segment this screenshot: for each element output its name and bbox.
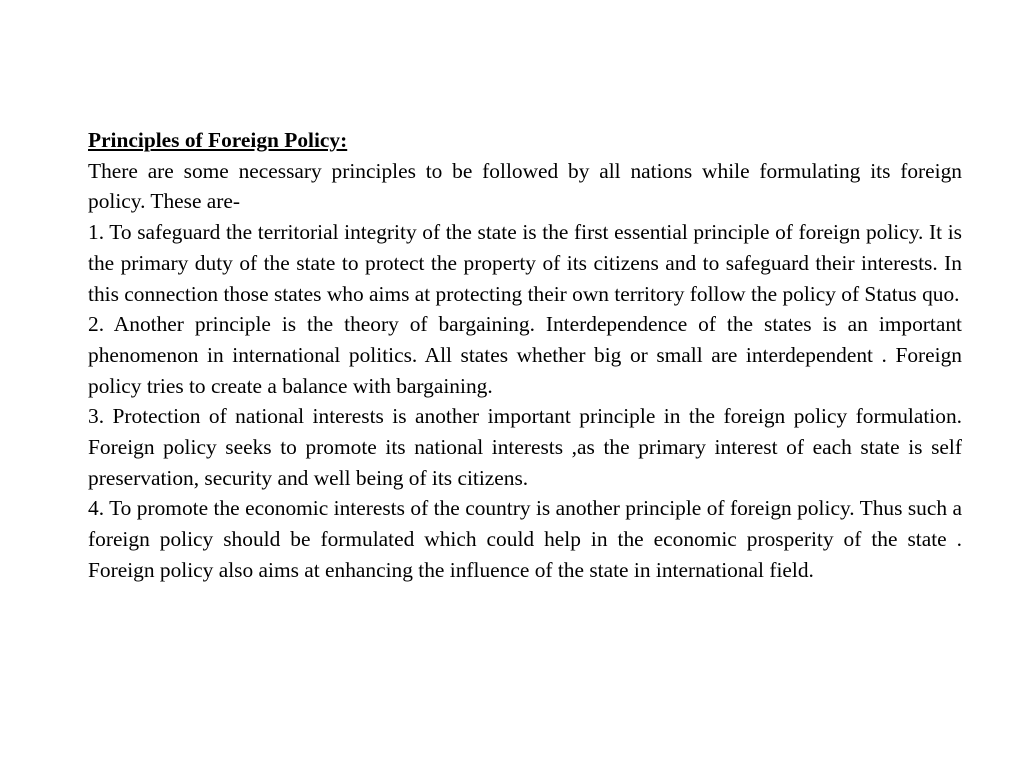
intro-paragraph: There are some necessary principles to be followed by all nations while formulating its foreign policy. These are- <box>88 158 962 214</box>
principle-2-paragraph: 2. Another principle is the theory of bargaining. Interdependence of the states is an important phenomenon in international politics. All states whether big or small are interdependent . Foreign policy tries to create a balance with bargaining. <box>88 312 962 398</box>
principle-4-paragraph: 4. To promote the economic interests of the country is another principle of foreign policy. Thus such a foreign policy should be formulated which could help in the economic prosperity of the state . Foreign policy also aims at enhancing the influence of the state in international field. <box>88 496 962 582</box>
principle-3-paragraph: 3. Protection of national interests is another important principle in the foreign policy formulation. Foreign policy seeks to promote its national interests ,as the primary interest of each state is self preservation, security and well being of its citizens. <box>88 404 962 490</box>
principle-1-paragraph: 1. To safeguard the territorial integrity of the state is the first essential principle of foreign policy. It is the primary duty of the state to protect the property of its citizens and to safeguard their interests. In this connection those states who aims at protecting their own territory follow the policy of Status quo. <box>88 220 962 306</box>
page-title: Principles of Foreign Policy: <box>88 128 348 152</box>
text-body <box>88 125 962 586</box>
